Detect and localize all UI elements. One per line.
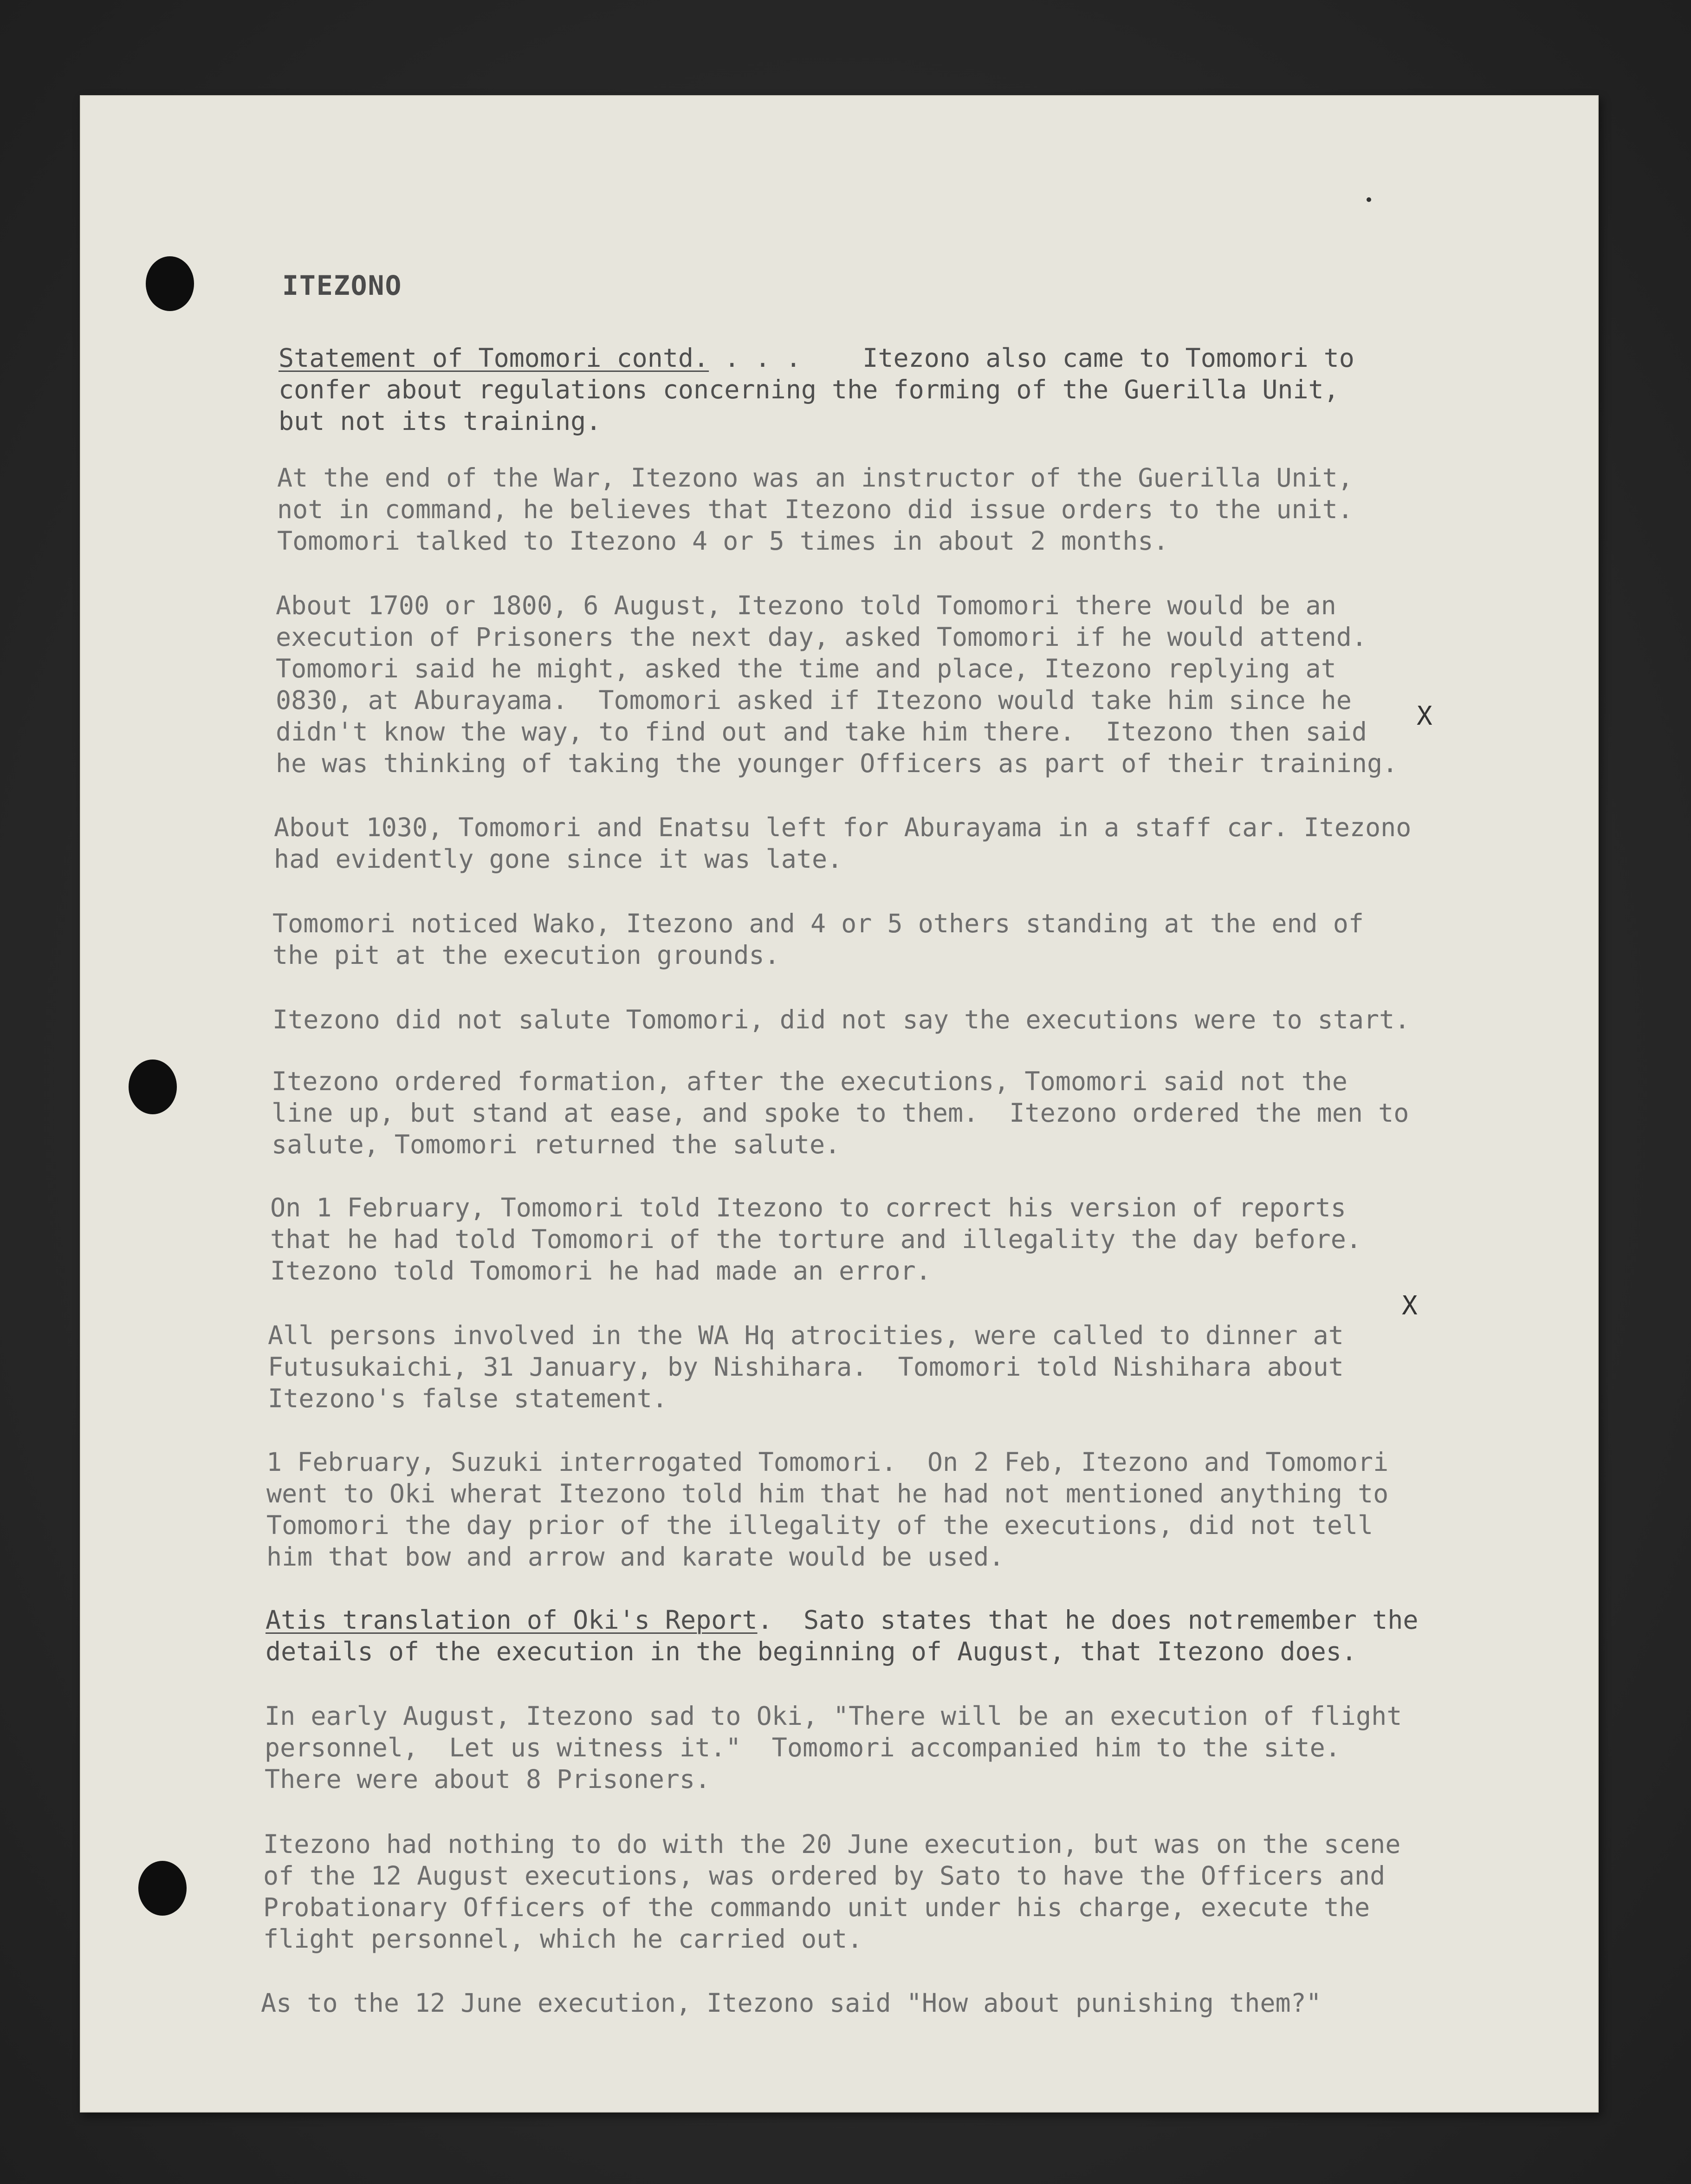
paragraph-formation: Itezono ordered formation, after the executions, Tomomori said not the line up, but stand at ease, and spoke to them. Itezono ordered the men to salute, Tomomori returned the salute. [272, 1066, 1409, 1159]
paragraph-statement-of-tomomori [279, 342, 1354, 437]
paragraph-june-execution: Itezono had nothing to do with the 20 June execution, but was on the scene of the 12 August executions, was ordered by Sato to have the Officers and Probationary Officers of the commando unit under his charge, execute the flight personnel, which he carried out. [263, 1829, 1401, 1954]
punch-hole-middle [129, 1060, 177, 1114]
document-page [80, 95, 1599, 2112]
margin-mark-x: X [1417, 701, 1432, 731]
paragraph-execution-grounds: Tomomori noticed Wako, Itezono and 4 or 5 others standing at the end of the pit at the execution grounds. [272, 909, 1364, 970]
ink-speck [1367, 197, 1371, 202]
section-heading-atis-translation: Atis translation of Oki's Report [266, 1605, 758, 1635]
paragraph-text: . . . Itezono also came to Tomomori to [709, 343, 1354, 373]
paragraph-dinner: All persons involved in the WA Hq atrocities, were called to dinner at Futusukaichi, 31 January, by Nishihara. Tomomori told Nishihara about Itezono's false statement. [268, 1320, 1344, 1413]
paragraph-end-of-war: At the end of the War, Itezono was an instructor of the Guerilla Unit, not in command, he believes that Itezono did issue orders to the unit. Tomomori talked to Itezono 4 or 5 times in about 2 months. [277, 463, 1353, 556]
punch-hole-bottom [138, 1861, 187, 1916]
paragraph-correction: On 1 February, Tomomori told Itezono to correct his version of reports that he had told Tomomori of the torture and illegality the day before. Itezono told Tomomori he had made an error. [270, 1193, 1362, 1286]
paragraph-salute: Itezono did not salute Tomomori, did not say the executions were to start. [272, 1005, 1410, 1034]
paragraph-early-august: In early August, Itezono sad to Oki, "There will be an execution of flight personnel, Let us witness it." Tomomori accompanied him to the site. There were about 8 Prisoners. [265, 1701, 1402, 1794]
document-header: ITEZONO [282, 270, 402, 301]
paragraph-departure: About 1030, Tomomori and Enatsu left for Aburayama in a staff car. Itezono had evidently gone since it was late. [274, 812, 1412, 874]
paragraph-punishing: As to the 12 June execution, Itezono said "How about punishing them?" [261, 1988, 1322, 2018]
paragraph-text: . Sato states that he does notremember the [757, 1605, 1419, 1635]
section-heading-tomomori-statement: Statement of Tomomori contd. [279, 343, 709, 373]
margin-mark-x: X [1402, 1291, 1418, 1321]
punch-hole-top [146, 256, 194, 311]
paragraph-text: details of the execution in the beginning of August, that Itezono does. [266, 1637, 1357, 1666]
paragraph-atis-translation [266, 1604, 1418, 1667]
paragraph-text: confer about regulations concerning the forming of the Guerilla Unit, but not its training. [279, 375, 1339, 436]
paragraph-interrogation: 1 February, Suzuki interrogated Tomomori. On 2 Feb, Itezono and Tomomori went to Oki wherat Itezono told him that he had not mentioned anything to Tomomori the day prior of the illegality of the executions, did not tell him that bow and arrow and karate would be used. [266, 1447, 1389, 1572]
paragraph-execution-notice: About 1700 or 1800, 6 August, Itezono told Tomomori there would be an execution of Prisoners the next day, asked Tomomori if he would attend. Tomomori said he might, asked the time and place, Itezono replying at 0830, at Aburayama. Tomomori asked if Itezono would take him since he didn't know the way, to find out and take him there. Itezono then said he was thinking of taking the younger Officers as part of their training. [276, 591, 1398, 778]
